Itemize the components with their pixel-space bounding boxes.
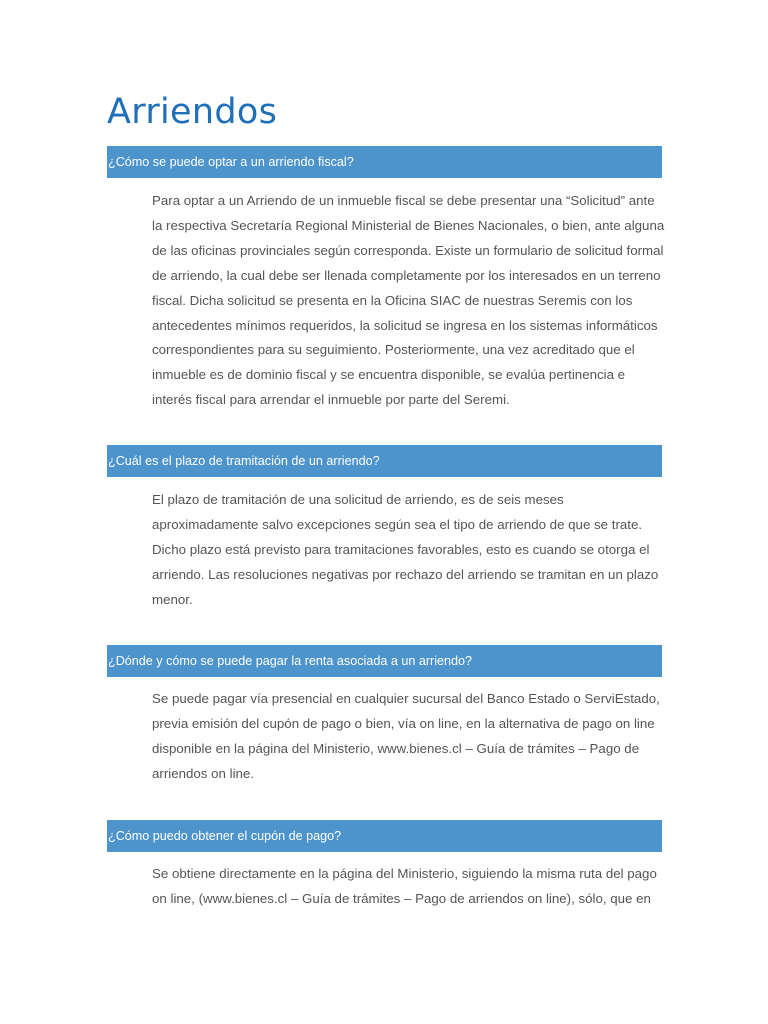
answer-line: on line, (www.bienes.cl – Guía de trámites – Pago de arriendos on line), sólo, que en xyxy=(152,890,651,906)
answer-line: previa emisión del cupón de pago o bien, vía on line, en la alternativa de pago on line xyxy=(152,715,655,731)
answer-line: fiscal. Dicha solicitud se presenta en la Oficina SIAC de nuestras Seremis con los xyxy=(152,292,633,308)
answer-line: arriendos on line. xyxy=(152,765,255,781)
faq-question-bar: ¿Dónde y cómo se puede pagar la renta asociada a un arriendo? xyxy=(107,645,662,677)
answer-line: de arriendo, la cual debe ser llenada completamente por los interesados en un terreno xyxy=(152,267,661,283)
answer-line: de las oficinas provinciales según corresponda. Existe un formulario de solicitud formal xyxy=(152,242,664,258)
answer-line: interés fiscal para arrendar el inmueble por parte del Seremi. xyxy=(152,392,510,408)
answer-line: Se puede pagar vía presencial en cualquier sucursal del Banco Estado o ServiEstado, xyxy=(152,691,660,706)
faq-question-bar: ¿Cómo se puede optar a un arriendo fiscal? xyxy=(107,146,662,178)
answer-line: arriendo. Las resoluciones negativas por rechazo del arriendo se tramitan en un plazo xyxy=(152,566,659,582)
answer-line: antecedentes mínimos requeridos, la solicitud se ingresa en los sistemas informáticos xyxy=(152,317,658,333)
answer-line: inmueble es de dominio fiscal y se encuentra disponible, se evalúa pertinencia e xyxy=(152,367,626,383)
answer-line: aproximadamente salvo excepciones según sea el tipo de arriendo de que se trate. xyxy=(152,516,643,532)
answer-line: disponible en la página del Ministerio, www.bienes.cl – Guía de trámites – Pago de xyxy=(152,740,640,756)
answer-line: El plazo de tramitación de una solicitud de arriendo, es de seis meses xyxy=(152,492,564,507)
answer-line: Para optar a un Arriendo de un inmueble fiscal se debe presentar una “Solicitud” ante xyxy=(152,193,655,208)
faq-question-bar: ¿Cómo puedo obtener el cupón de pago? xyxy=(107,820,662,852)
faq-answer xyxy=(152,687,662,787)
answer-line: Dicho plazo está previsto para tramitaciones favorables, esto es cuando se otorga el xyxy=(152,541,650,557)
faq-answer xyxy=(152,862,662,912)
faq-question-bar: ¿Cuál es el plazo de tramitación de un arriendo? xyxy=(107,445,662,477)
faq-answer xyxy=(152,488,662,613)
faq-answer xyxy=(152,189,665,413)
answer-line: Se obtiene directamente en la página del Ministerio, siguiendo la misma ruta del pago xyxy=(152,866,657,881)
page-title: Arriendos xyxy=(107,92,278,132)
answer-line: la respectiva Secretaría Regional Ministerial de Bienes Nacionales, o bien, ante alguna xyxy=(152,217,665,233)
answer-line: menor. xyxy=(152,591,193,607)
answer-line: correspondientes para su seguimiento. Posteriormente, una vez acreditado que el xyxy=(152,342,635,358)
